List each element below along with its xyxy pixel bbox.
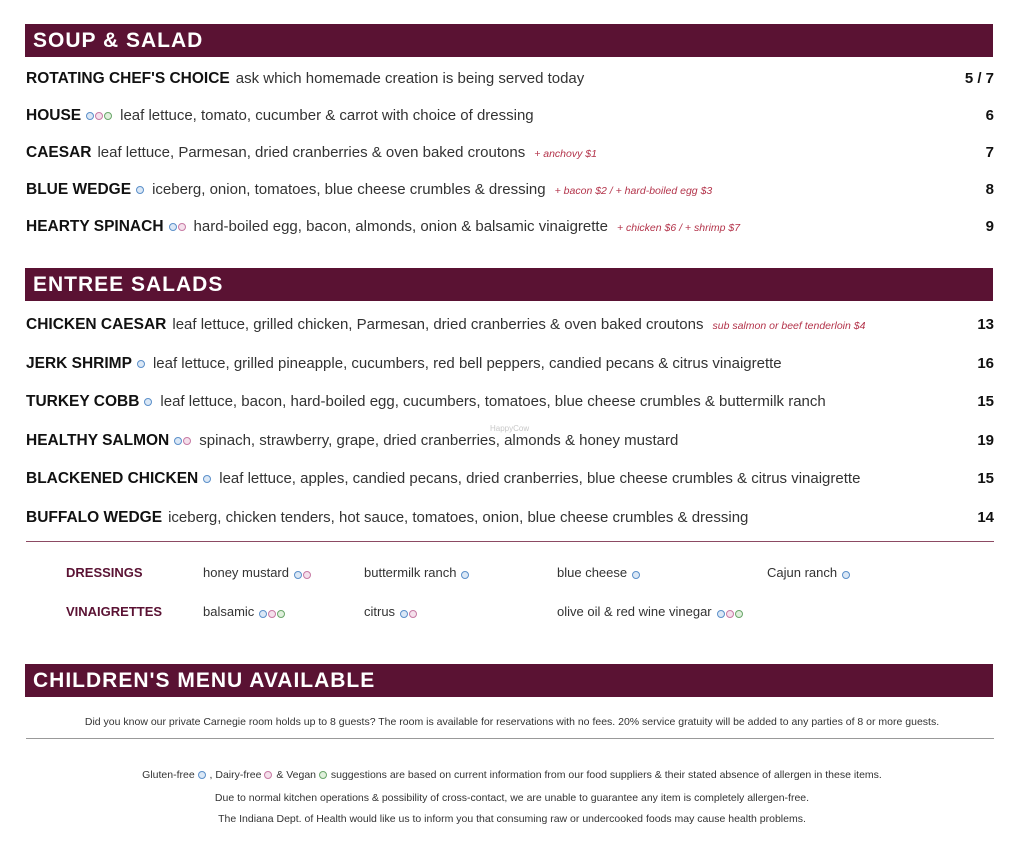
item-price: 6 <box>985 107 994 124</box>
dressings-label: DRESSINGS <box>66 565 143 580</box>
item-price: 14 <box>977 508 994 526</box>
dairy-free-icon <box>268 610 276 618</box>
allergen-dots <box>136 178 145 202</box>
allergen-dots <box>842 566 851 581</box>
item-name: HOUSE <box>26 107 82 124</box>
dressing-option-label: citrus <box>364 604 396 619</box>
gluten-free-icon <box>632 571 640 579</box>
dairy-free-icon <box>409 610 417 618</box>
dressing-option <box>767 565 852 581</box>
dressing-option <box>203 604 287 620</box>
item-addon: + chicken $6 / + shrimp $7 <box>616 222 741 234</box>
menu-item <box>26 390 994 414</box>
gluten-free-icon <box>136 186 144 194</box>
vegan-icon <box>277 610 285 618</box>
dressing-option-label: balsamic <box>203 604 255 619</box>
gluten-free-icon <box>169 223 177 231</box>
item-price: 15 <box>977 393 994 410</box>
item-price: 7 <box>985 144 994 161</box>
dressing-option-label: buttermilk ranch <box>364 565 457 580</box>
allergen-dots <box>400 605 418 620</box>
allergen-dots <box>632 566 641 581</box>
vegan-icon <box>735 610 743 618</box>
watermark: HappyCow <box>490 424 530 433</box>
item-addon: + anchovy $1 <box>534 148 597 160</box>
item-description: leaf lettuce, Parmesan, dried cranberries & oven baked croutons <box>97 144 526 161</box>
gluten-free-icon <box>198 771 206 779</box>
item-description: iceberg, onion, tomatoes, blue cheese crumbles & dressing <box>152 181 546 198</box>
allergen-dots <box>169 215 187 239</box>
dressing-option <box>557 565 642 581</box>
dressing-option <box>364 565 471 581</box>
allergen-dots <box>717 605 744 620</box>
item-price: 13 <box>977 316 994 333</box>
dairy-free-icon <box>95 112 103 120</box>
item-price: 15 <box>977 470 994 487</box>
menu-item <box>26 506 994 530</box>
gluten-free-icon <box>137 360 145 368</box>
dressing-option <box>557 604 745 620</box>
dressing-option-label: blue cheese <box>557 565 628 580</box>
private-room-note: Did you know our private Carnegie room holds up to 8 guests? The room is available for reservations with no fees. 20% service gratuity will be added to any parties of 8 or more guests. <box>84 716 940 728</box>
gluten-free-icon <box>461 571 469 579</box>
legend-gluten-free: Gluten-free <box>142 769 195 781</box>
item-name: BUFFALO WEDGE <box>26 508 163 526</box>
section-banner-childrens-menu: CHILDREN'S MENU AVAILABLE <box>25 664 993 697</box>
legend-dairy-free: , Dairy-free <box>209 769 262 781</box>
item-price: 5 / 7 <box>964 70 994 87</box>
dairy-free-icon <box>303 571 311 579</box>
item-addon: sub salmon or beef tenderloin $4 <box>712 320 866 332</box>
allergen-dots <box>137 352 146 376</box>
dairy-free-icon <box>264 771 272 779</box>
menu-item <box>26 141 994 165</box>
gluten-free-icon <box>717 610 725 618</box>
gluten-free-icon <box>144 398 152 406</box>
item-description: leaf lettuce, bacon, hard-boiled egg, cucumbers, tomatoes, blue cheese crumbles & buttermilk ranch <box>160 393 826 410</box>
item-description: iceberg, chicken tenders, hot sauce, tomatoes, onion, blue cheese crumbles & dressing <box>168 508 749 526</box>
allergen-dots <box>203 467 212 491</box>
item-name: TURKEY COBB <box>26 393 140 410</box>
dairy-free-icon <box>726 610 734 618</box>
item-price: 9 <box>985 218 994 235</box>
gluten-free-icon <box>842 571 850 579</box>
gluten-free-icon <box>400 610 408 618</box>
section-banner-entree-salads: ENTREE SALADS <box>25 268 993 301</box>
allergen-dots <box>86 104 113 128</box>
vinaigrettes-label: VINAIGRETTES <box>66 604 163 619</box>
vegan-icon <box>104 112 112 120</box>
allergen-dots <box>461 566 470 581</box>
legend-text: suggestions are based on current information from our food suppliers & their stated absence of allergen in these items. <box>330 769 882 781</box>
dressing-option <box>203 565 313 581</box>
allergen-dots <box>144 390 153 414</box>
vegan-icon <box>319 771 327 779</box>
menu-item <box>26 313 994 337</box>
gluten-free-icon <box>259 610 267 618</box>
menu-item <box>26 352 994 376</box>
item-description: leaf lettuce, grilled pineapple, cucumbers, red bell peppers, candied pecans & citrus vinaigrette <box>152 354 782 372</box>
item-name: CHICKEN CAESAR <box>26 316 167 333</box>
allergen-legend <box>0 769 1024 781</box>
gluten-free-icon <box>86 112 94 120</box>
menu-item <box>26 104 994 128</box>
allergen-dots <box>259 605 286 620</box>
item-name: JERK SHRIMP <box>26 354 132 372</box>
item-name: HEARTY SPINACH <box>26 218 164 235</box>
item-description: leaf lettuce, tomato, cucumber & carrot with choice of dressing <box>120 107 534 124</box>
item-price: 16 <box>977 354 994 372</box>
health-note: The Indiana Dept. of Health would like us to inform you that consuming raw or undercooked foods may cause health problems. <box>218 813 806 825</box>
gluten-free-icon <box>294 571 302 579</box>
item-description: leaf lettuce, apples, candied pecans, dried cranberries, blue cheese crumbles & citrus vinaigrette <box>219 470 861 487</box>
gluten-free-icon <box>203 475 211 483</box>
dressing-option <box>364 604 419 620</box>
item-description: ask which homemade creation is being served today <box>235 70 585 87</box>
dairy-free-icon <box>178 223 186 231</box>
legend-vegan: & Vegan <box>276 769 317 781</box>
item-name: ROTATING CHEF'S CHOICE <box>26 70 230 87</box>
menu-item <box>26 67 994 91</box>
item-description: spinach, strawberry, grape, dried cranberries, almonds & honey mustard <box>199 431 679 449</box>
item-description: leaf lettuce, grilled chicken, Parmesan, dried cranberries & oven baked croutons <box>172 316 704 333</box>
menu-item <box>26 215 994 239</box>
divider <box>26 738 994 739</box>
item-price: 19 <box>977 431 994 449</box>
dairy-free-icon <box>183 437 191 445</box>
menu-item <box>26 178 994 202</box>
section-banner-soup-salad: SOUP & SALAD <box>25 24 993 57</box>
dressing-option-label: Cajun ranch <box>767 565 838 580</box>
item-addon: + bacon $2 / + hard-boiled egg $3 <box>554 185 713 197</box>
item-name: BLUE WEDGE <box>26 181 132 198</box>
item-name: HEALTHY SALMON <box>26 431 170 449</box>
divider <box>26 541 994 542</box>
dressing-option-label: olive oil & red wine vinegar <box>557 604 712 619</box>
menu-item <box>26 467 994 491</box>
item-price: 8 <box>985 181 994 198</box>
item-description: hard-boiled egg, bacon, almonds, onion & balsamic vinaigrette <box>193 218 608 235</box>
allergen-dots <box>294 566 312 581</box>
item-name: CAESAR <box>26 144 92 161</box>
allergen-dots <box>174 429 192 453</box>
gluten-free-icon <box>174 437 182 445</box>
item-name: BLACKENED CHICKEN <box>26 470 199 487</box>
dressing-option-label: honey mustard <box>203 565 289 580</box>
cross-contact-note: Due to normal kitchen operations & possibility of cross-contact, we are unable to guarantee any item is completely allergen-free. <box>214 792 810 804</box>
